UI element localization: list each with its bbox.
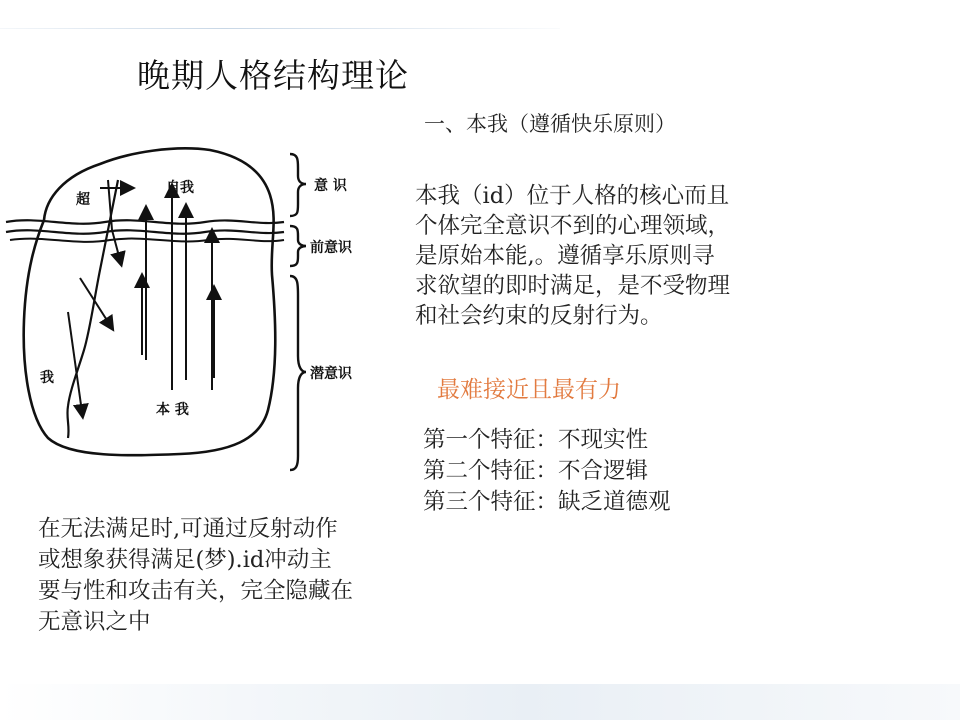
highlight-text: 最难接近且最有力 [437,377,621,403]
id-label: 本 我 [156,402,189,418]
note-line: 无意识之中 [38,609,151,635]
description-line: 和社会约束的反射行为。 [415,303,663,329]
brace-conscious [290,154,306,216]
brace-preconscious [290,226,306,266]
description-line: 求欲望的即时满足，是不受物理 [415,273,731,299]
id-note [38,514,418,638]
crossing-arrow [80,278,110,325]
section-heading: 一、本我（遵循快乐原则） [424,112,676,136]
ego-top-label: 自我 [166,180,194,196]
description-line: 本我（id）位于人格的核心而且 [415,183,730,209]
brace-unconscious [290,276,306,470]
unconscious-label: 潜意识 [310,366,352,382]
bottom-decor-band [0,684,960,720]
iceberg-outline [24,148,276,455]
feature-item: 第三个特征：缺乏道德观 [423,489,671,515]
slide-title: 晚期人格结构理论 [137,56,409,95]
description-line: 是原始本能,。遵循享乐原则寻 [415,243,715,269]
feature-list [423,425,671,518]
note-line: 或想象获得满足(梦).id冲动主 [38,547,332,573]
note-line: 在无法满足时,可通过反射动作 [38,516,338,542]
preconscious-label: 前意识 [310,240,352,256]
ego-wavy-path [67,180,118,438]
note-line: 要与性和攻击有关，完全隐藏在 [38,578,354,604]
conscious-label: 意 识 [314,178,347,194]
feature-item: 第二个特征：不合逻辑 [423,458,649,484]
feature-item: 第一个特征：不现实性 [423,427,649,453]
description-line: 个体完全意识不到的心理领域， [415,213,731,239]
ego-left-label: 我 [40,370,54,386]
personality-iceberg-diagram [0,140,380,480]
id-description [415,181,835,331]
top-divider [0,28,560,29]
superego-label: 超 [76,192,90,208]
